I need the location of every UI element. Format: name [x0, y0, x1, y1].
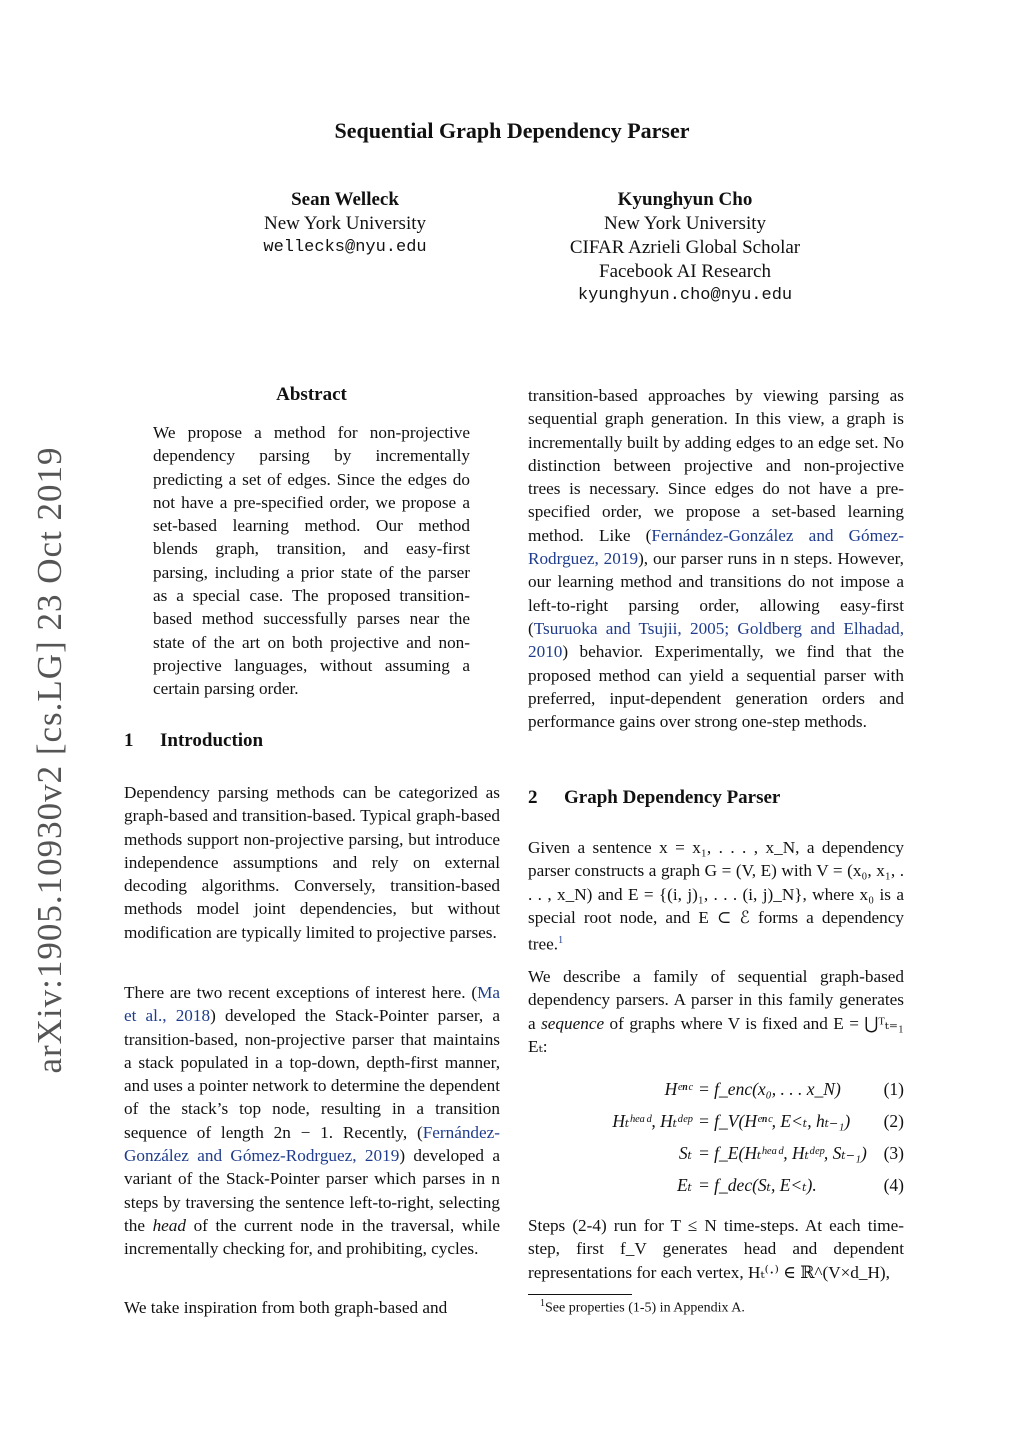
section-number: 1 [124, 730, 134, 751]
equation-2: Hₜʰᵉᵃᵈ, Hₜᵈᵉᵖ = f_V(Hᵉⁿᶜ, E<ₜ, hₜ₋₁) (2) [528, 1106, 904, 1136]
col2-intro-paragraph: transition-based approaches by viewing parsing as sequential graph generation. In this view, a graph is incrementally built by adding edges to an edge set. No distinction between projective and non-projective trees is necessary. Since edges do not have a pre-specified order, we propose a set-based learning method. Like (Fernández-González and Gómez-Rodrguez, 2019), our parser runs in n steps. However, our learning method and transitions do not impose a left-to-right parsing order, allowing easy-first (Tsuruoka and Tsujii, 2005; Goldberg and Elhadad, 2010) behavior. Experimentally, we find that the proposed method can yield a sequential parser with preferred, input-dependent generation orders and performance gains over strong one-step methods. [528, 386, 904, 732]
footnote-mark: 1 [540, 1298, 545, 1309]
intro-paragraph-1: Dependency parsing methods can be categorized as graph-based and transition-based. Typical graph-based methods support non-projective parsing, but introduce independence assumptions and rely on external decoding algorithms. Conversely, transition-based methods model joint dependencies, but without modification are typically limited to projective parses. [124, 783, 500, 942]
author-email[interactable]: kyunghyun.cho@nyu.edu [577, 286, 793, 305]
author-block-2 [540, 188, 830, 308]
section-title: Introduction [160, 730, 264, 751]
author-block-1 [220, 188, 470, 260]
author-email[interactable]: wellecks@nyu.edu [263, 238, 427, 257]
author-affiliation: CIFAR Azrieli Global Scholar [569, 237, 801, 258]
author-name: Sean Welleck [291, 189, 399, 210]
intro-paragraph-2: There are two recent exceptions of interest here. (Ma et al., 2018) developed the Stack-Pointer parser, a transition-based, non-projective parser that maintains a stack populated in a top-down, depth-first manner, and uses a pointer network to determine the dependent of the stack’s top node, resulting in a transition sequence of length 2n − 1. Recently, (Fernández-González and Gómez-Rodrguez, 2019) developed a variant of the Stack-Pointer parser which parses in n steps by traversing the sentence left-to-right, selecting the head of the current node in the traversal, while incrementally checking for, and prohibiting, cycles. [124, 983, 501, 1259]
intro-paragraph-3: We take inspiration from both graph-based and [124, 1298, 448, 1317]
equation-block [528, 1074, 904, 1200]
citation-link[interactable]: Fernández-González and Gómez-Rodrguez, 2019 [528, 525, 904, 569]
citation-link[interactable]: Tsuruoka and Tsujii, 2005; Goldberg and Elhadad, 2010 [528, 618, 904, 662]
section2-paragraph-3: Steps (2-4) run for T ≤ N time-steps. At each time-step, first f_V generates head and dependent representations for each vertex, Hₜ⁽·⁾ ∈ ℝ^(V×d_H), [528, 1216, 904, 1282]
footnote-mark[interactable]: 1 [558, 935, 564, 947]
author-affiliation: New York University [263, 213, 427, 234]
abstract-text: We propose a method for non-projective dependency parsing by incrementally predicting a set of edges. Since the edges do not have a pre-specified order, we propose a set-based learning method. Our method blends graph, transition, and easy-first parsing, including a prior state of the parser as a special case. The proposed transition-based method successfully parses near the state of the art on both projective and non-projective languages, without assuming a certain parsing order. [153, 423, 470, 699]
equation-3: Sₜ = f_E(Hₜʰᵉᵃᵈ, Hₜᵈᵉᵖ, Sₜ₋₁) (3) [528, 1138, 904, 1168]
author-affiliation: Facebook AI Research [599, 261, 771, 282]
author-name: Kyunghyun Cho [617, 189, 753, 210]
author-affiliation: New York University [603, 213, 767, 234]
citation-link[interactable]: Fernández-González and Gómez-Rodrguez, 2019 [124, 1122, 500, 1166]
footnote-text: See properties (1-5) in Appendix A. [545, 1300, 745, 1316]
citation-link[interactable]: Ma et al., 2018 [124, 983, 500, 1026]
equation-4: Eₜ = f_dec(Sₜ, E<ₜ). (4) [528, 1170, 904, 1200]
footnote [540, 1298, 745, 1317]
section-1-heading [124, 730, 263, 752]
paper-title: Sequential Graph Dependency Parser [334, 118, 690, 143]
arxiv-sidebar-id: arXiv:1905.10930v2 [cs.LG] 23 Oct 2019 [30, 446, 69, 1074]
abstract-heading: Abstract [276, 384, 347, 405]
section2-paragraph-2: We describe a family of sequential graph-based dependency parsers. A parser in this family generates a sequence of graphs where V is fixed and E = ⋃ᵀₜ₌₁ Eₜ: [528, 967, 904, 1056]
section-number: 2 [528, 787, 538, 808]
equation-number: (4) [883, 1175, 904, 1195]
equation-number: (1) [883, 1079, 904, 1099]
equation-number: (3) [883, 1143, 904, 1163]
equation-number: (2) [883, 1111, 904, 1131]
section-title: Graph Dependency Parser [564, 787, 781, 808]
footnote-divider [528, 1294, 632, 1295]
equation-1: Hᵉⁿᶜ = f_enc(x₀, . . . x_N) (1) [528, 1074, 904, 1104]
section2-paragraph-1: Given a sentence x = x₁, . . . , x_N, a dependency parser constructs a graph G = (V, E) with V = (x₀, x₁, . . . , x_N) and E = {(i, j)₁, . . . (i, j)_N}, where x₀ is a special root node, and E ⊂ ℰ forms a dependency tree.$^1$ [528, 838, 904, 954]
section-2-heading [528, 787, 780, 809]
